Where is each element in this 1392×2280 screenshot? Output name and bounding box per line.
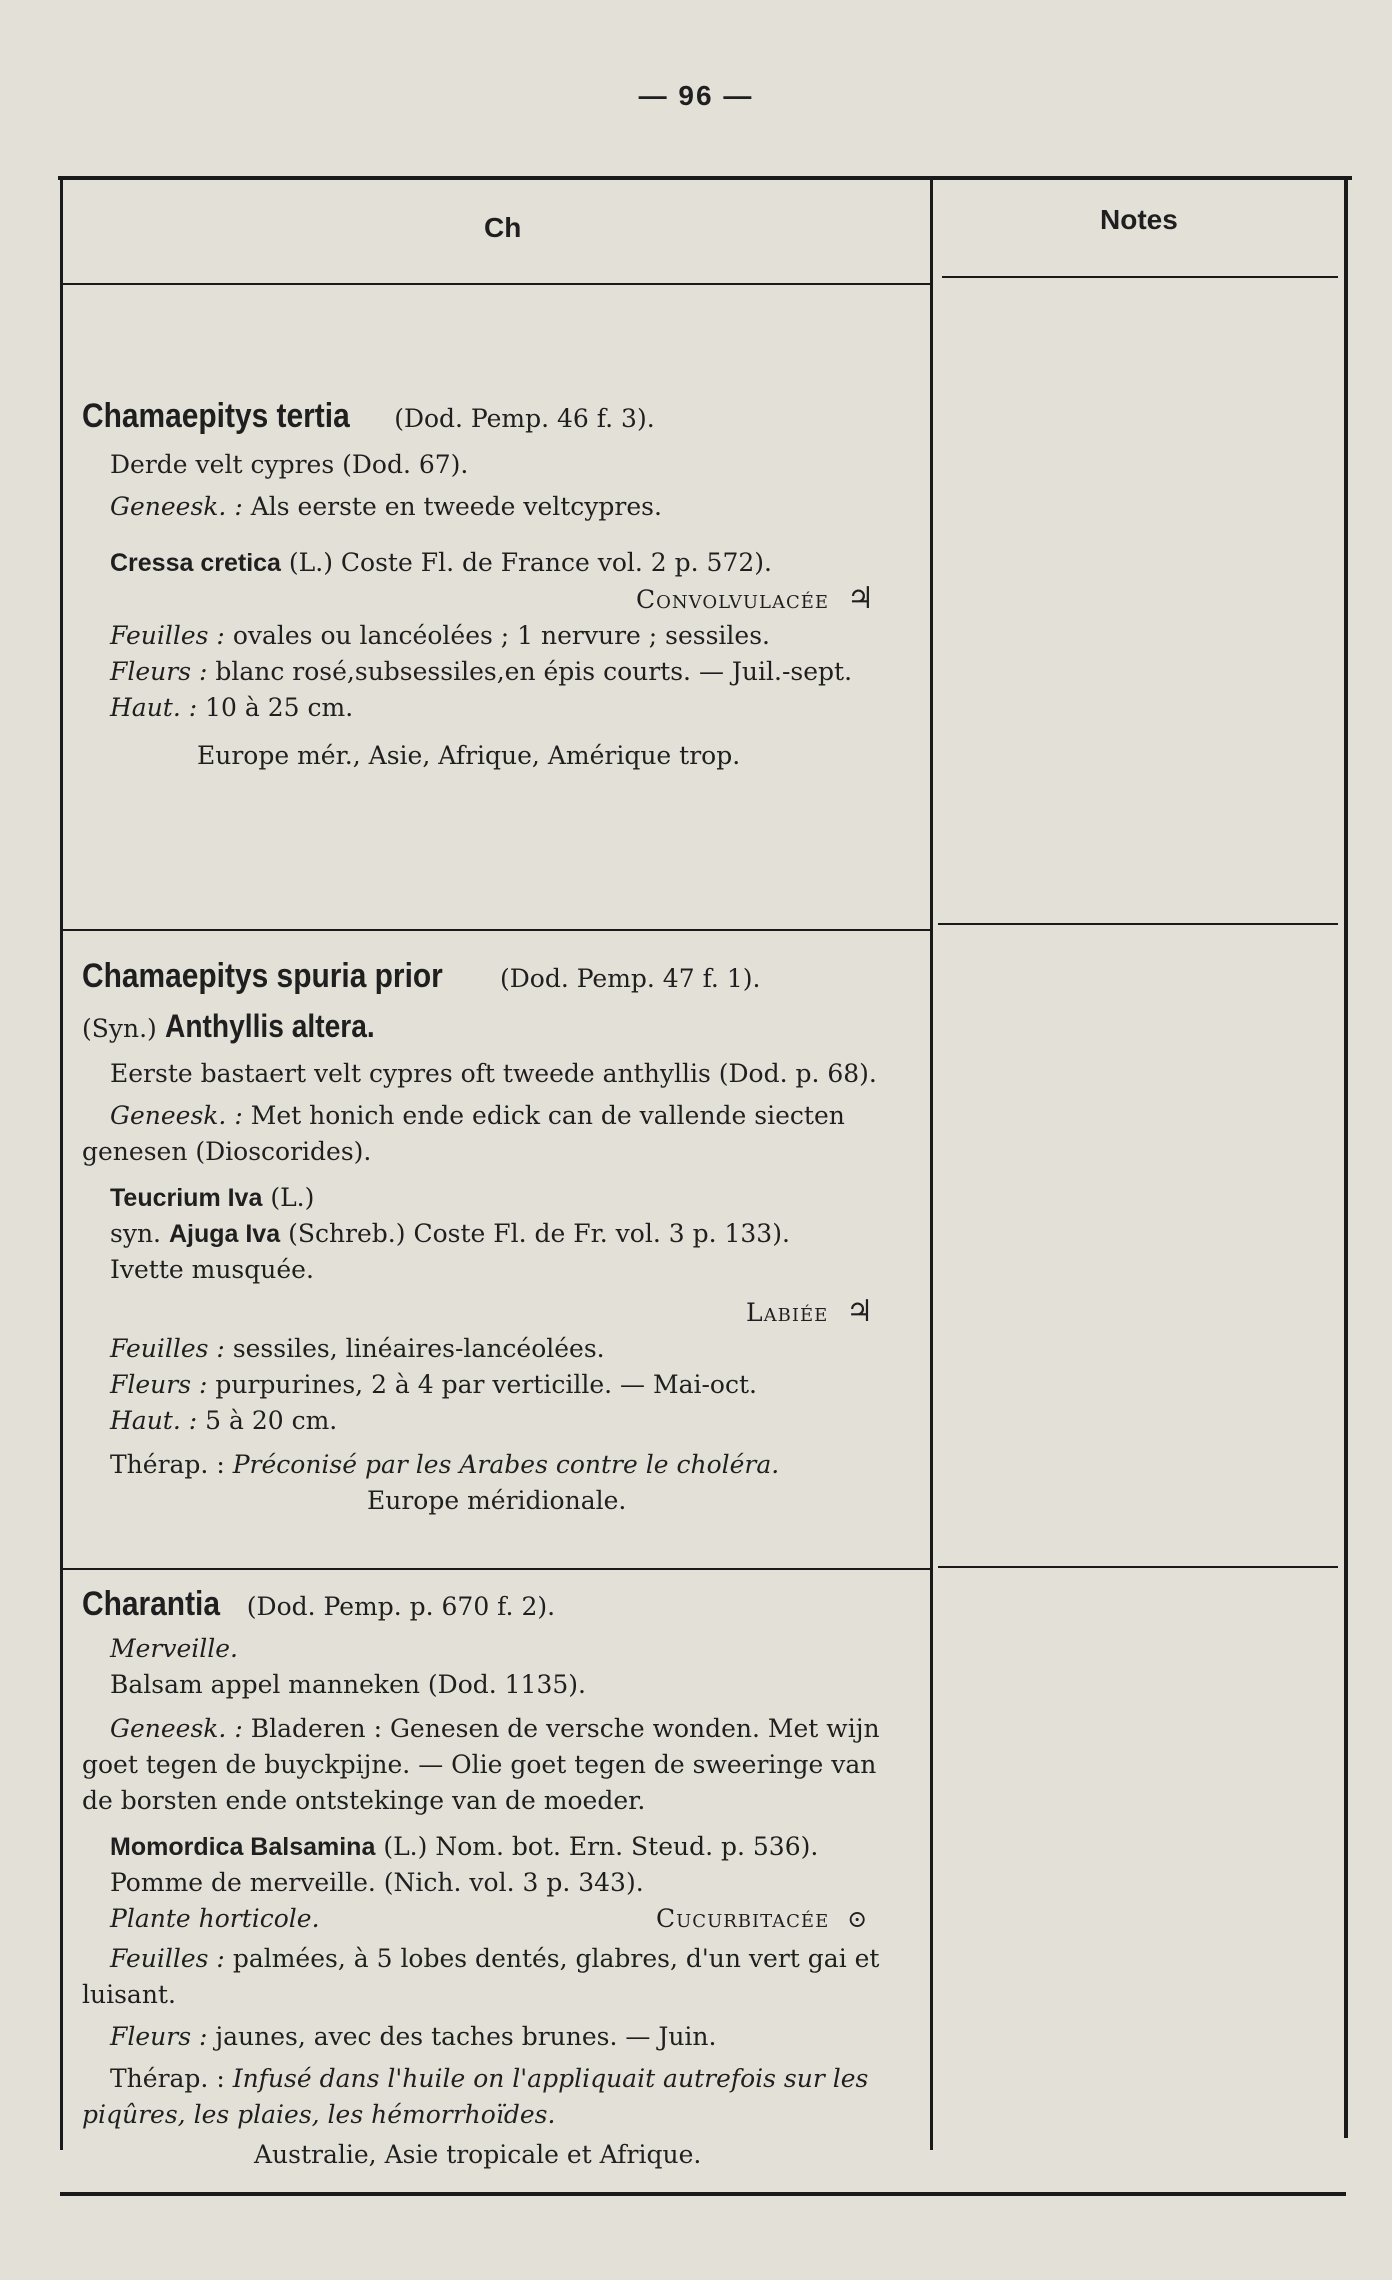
fleurs-text: purpurines, 2 à 4 par verticille. — Mai-oct. <box>215 1370 757 1399</box>
syn-prefix: (Syn.) <box>82 1014 157 1043</box>
geneesk-text: Met honich ende edick can de vallende siecten <box>250 1101 845 1130</box>
french-name: Merveille. <box>110 1634 238 1663</box>
entry-title-ref: (Dod. Pemp. p. 670 f. 2). <box>246 1592 556 1621</box>
geneesk-label: Geneesk. : <box>110 1714 243 1743</box>
fleurs-label: Fleurs : <box>110 657 208 686</box>
perennial-symbol-icon: ♃ <box>847 581 874 616</box>
fleurs-text: blanc rosé,subsessiles,en épis courts. — Juil.-sept. <box>215 657 853 686</box>
table-top-border <box>58 176 1352 180</box>
table-right-border <box>1344 176 1348 2138</box>
entry-separator-right-1 <box>938 923 1338 925</box>
entry-chamaepitys-tertia <box>82 392 922 774</box>
family-name: Labiée <box>746 1298 829 1327</box>
therap-label: Thérap. : <box>110 2064 225 2093</box>
entry-title-ref: (Dod. Pemp. 46 f. 3). <box>394 404 655 433</box>
dutch-name: Derde velt cypres (Dod. 67). <box>110 450 469 479</box>
species-ref: (L.) Nom. bot. Ern. Steud. p. 536). <box>383 1832 819 1861</box>
syn-name: Anthyllis altera. <box>164 1008 375 1044</box>
french-name: Ivette musquée. <box>110 1255 314 1284</box>
entry-chamaepitys-spuria-prior <box>82 952 922 1519</box>
haut-label: Haut. : <box>110 1406 198 1435</box>
species-ref: (L.) Coste Fl. de France vol. 2 p. 572). <box>288 548 772 577</box>
entry-title: Chamaepitys tertia <box>82 397 350 435</box>
table-left-border <box>60 176 63 2150</box>
distribution: Australie, Asie tropicale et Afrique. <box>254 2140 702 2169</box>
entry-separator-right-2 <box>938 1566 1338 1568</box>
family-name: Cucurbitacée <box>656 1904 830 1933</box>
feuilles-label: Feuilles : <box>110 1334 225 1363</box>
entry-title-ref: (Dod. Pemp. 47 f. 1). <box>499 964 761 993</box>
species-name: Teucrium Iva <box>110 1184 263 1212</box>
fleurs-label: Fleurs : <box>110 1370 208 1399</box>
feuilles-text: palmées, à 5 lobes dentés, glabres, d'un vert gai et luisant. <box>82 1944 880 2009</box>
feuilles-text: sessiles, linéaires-lancéolées. <box>232 1334 605 1363</box>
annual-symbol-icon: ⊙ <box>847 1905 868 1933</box>
feuilles-label: Feuilles : <box>110 621 225 650</box>
feuilles-text: ovales ou lancéolées ; 1 nervure ; sessiles. <box>232 621 770 650</box>
species-name: Cressa cretica <box>110 549 281 577</box>
geneesk-text: Bladeren : Genesen de versche wonden. Met wijn goet tegen de buyckpijne. — Olie goet tegen de sweeringe van de borsten ende ontstekinge van de moeder. <box>82 1714 880 1815</box>
plante-horticole: Plante horticole. <box>110 1904 320 1933</box>
dutch-name: Balsam appel manneken (Dod. 1135). <box>110 1670 586 1699</box>
fleurs-label: Fleurs : <box>110 2022 208 2051</box>
entry-charantia <box>82 1580 922 2173</box>
species-ref: (L.) <box>270 1183 315 1212</box>
distribution: Europe mér., Asie, Afrique, Amérique trop. <box>197 741 741 770</box>
entry-title: Charantia <box>82 1585 221 1623</box>
geneesk-text: Als eerste en tweede veltcypres. <box>250 492 662 521</box>
haut-label: Haut. : <box>110 693 198 722</box>
entry-title: Chamaepitys spuria prior <box>82 957 443 995</box>
table-column-divider <box>930 176 933 2150</box>
therap-text: Préconisé par les Arabes contre le choléra. <box>232 1450 780 1479</box>
species-name: Momordica Balsamina <box>110 1833 376 1861</box>
syn2-ref: (Schreb.) Coste Fl. de Fr. vol. 3 p. 133). <box>288 1219 790 1248</box>
entry-separator-left-1 <box>62 929 930 931</box>
perennial-symbol-icon: ♃ <box>846 1294 874 1329</box>
family-name: Convolvulacée <box>636 585 830 614</box>
column-header-notes: Notes <box>1100 204 1178 235</box>
table-bottom-border <box>60 2192 1346 2196</box>
geneesk-label: Geneesk. : <box>110 492 243 521</box>
haut-text: 5 à 20 cm. <box>205 1406 338 1435</box>
entry-separator-left-2 <box>62 1568 930 1570</box>
column-header-main: Ch <box>484 212 522 243</box>
geneesk-label: Geneesk. : <box>110 1101 243 1130</box>
header-separator-right <box>942 276 1338 278</box>
header-separator-left <box>62 283 930 285</box>
syn2-prefix: syn. <box>110 1219 162 1248</box>
haut-text: 10 à 25 cm. <box>205 693 354 722</box>
syn2-name: Ajuga Iva <box>168 1220 281 1248</box>
therap-label: Thérap. : <box>110 1450 225 1479</box>
page-number: — 96 — <box>638 80 754 111</box>
geneesk-text-cont: genesen (Dioscorides). <box>82 1137 372 1166</box>
fleurs-text: jaunes, avec des taches brunes. — Juin. <box>215 2022 717 2051</box>
therap-text: Infusé dans l'huile on l'appliquait autrefois sur les piqûres, les plaies, les hémorrhoïdes. <box>82 2064 869 2129</box>
feuilles-label: Feuilles : <box>110 1944 225 1973</box>
distribution: Europe méridionale. <box>367 1486 627 1515</box>
french-name-2: Pomme de merveille. (Nich. vol. 3 p. 343). <box>110 1868 644 1897</box>
dutch-name: Eerste bastaert velt cypres oft tweede anthyllis (Dod. p. 68). <box>110 1059 877 1088</box>
